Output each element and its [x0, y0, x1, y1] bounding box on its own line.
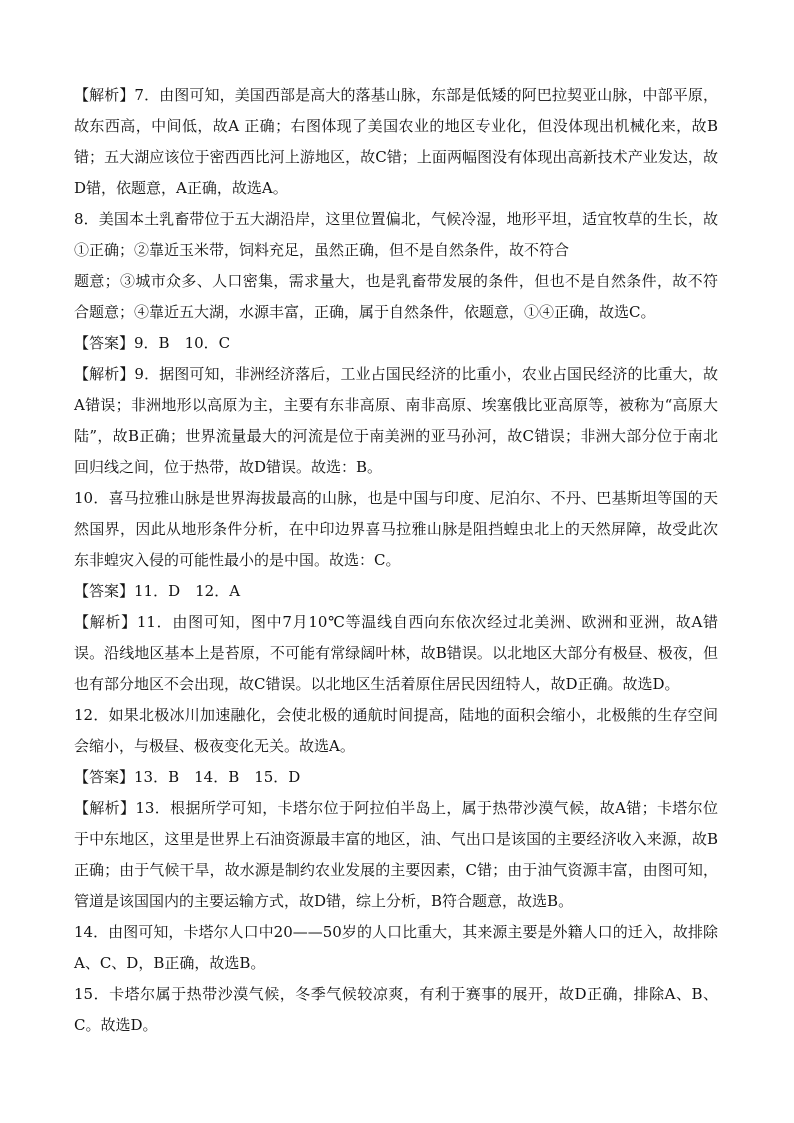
answer-analysis-15: 15．卡塔尔属于热带沙漠气候，冬季气候较凉爽，有利于赛事的展开，故D正确，排除A、B、C。故选D。 [74, 985, 718, 1034]
answer-analysis-8: 8．美国本土乳畜带位于五大湖沿岸，这里位置偏北，气候冷湿，地形平坦，适宜牧草的生长，故①正确；②靠近玉米带，饲料充足，虽然正确，但不是自然条件，故不符合 [74, 210, 718, 259]
answer-analysis-10: 10．喜马拉雅山脉是世界海拔最高的山脉，也是中国与印度、尼泊尔、不丹、巴基斯坦等国的天然国界，因此从地形条件分析，在中印边界喜马拉雅山脉是阻挡蝗虫北上的天然屏障，故受此次东非蝗灾入侵的可能性最小的是中国。故选：C。 [74, 489, 718, 569]
answer-analysis-12: 12．如果北极冰川加速融化，会使北极的通航时间提高，陆地的面积会缩小，北极熊的生存空间会缩小，与极昼、极夜变化无关。故选A。 [74, 706, 718, 755]
answer-analysis-7: 【解析】7．由图可知，美国西部是高大的落基山脉，东部是低矮的阿巴拉契亚山脉，中部平原，故东西高，中间低，故A 正确；右图体现了美国农业的地区专业化，但没体现出机械化来，故B错；五大湖应该位于密西西比河上游地区，故C错；上面两幅图没有体现出高新技术产业发达，故D错，依题意，A正确，故选A。 [74, 86, 718, 197]
answer-key-9-10: 【答案】9．B 10．C [74, 334, 231, 352]
answer-analysis-14: 14．由图可知，卡塔尔人口中20——50岁的人口比重大，其来源主要是外籍人口的迁入，故排除A、C、D，B正确，故选B。 [74, 923, 718, 972]
answer-analysis-13: 【解析】13．根据所学可知，卡塔尔位于阿拉伯半岛上，属于热带沙漠气候，故A错；卡塔尔位于中东地区，这里是世界上石油资源最丰富的地区，油、气出口是该国的主要经济收入来源，故B正确；由于气候干旱，故水源是制约农业发展的主要因素，C错；由于油气资源丰富，由图可知，管道是该国国内的主要运输方式，故D错，综上分析，B符合题意，故选B。 [74, 799, 718, 910]
answer-analysis-9: 【解析】9．据图可知，非洲经济落后，工业占国民经济的比重小，农业占国民经济的比重大，故A错误；非洲地形以高原为主，主要有东非高原、南非高原、埃塞俄比亚高原等，被称为“高原大陆”，故B正确；世界流量最大的河流是位于南美洲的亚马孙河，故C错误；非洲大部分位于南北回归线之间，位于热带，故D错误。故选：B。 [74, 365, 718, 476]
answer-key-11-12: 【答案】11．D 12．A [74, 582, 241, 600]
answer-analysis-8-continued: 题意；③城市众多、人口密集，需求量大，也是乳畜带发展的条件，但也不是自然条件，故不符合题意；④靠近五大湖，水源丰富，正确，属于自然条件，依题意，①④正确，故选C。 [74, 272, 718, 321]
answer-analysis-11: 【解析】11．由图可知，图中7月10℃等温线自西向东依次经过北美洲、欧洲和亚洲，故A错误。沿线地区基本上是苔原，不可能有常绿阔叶林，故B错误。以北地区大部分有极昼、极夜，但也有部分地区不会出现，故C错误。以北地区生活着原住居民因纽特人，故D正确。故选D。 [74, 613, 718, 693]
answer-key-13-15: 【答案】13．B 14．B 15．D [74, 768, 301, 786]
